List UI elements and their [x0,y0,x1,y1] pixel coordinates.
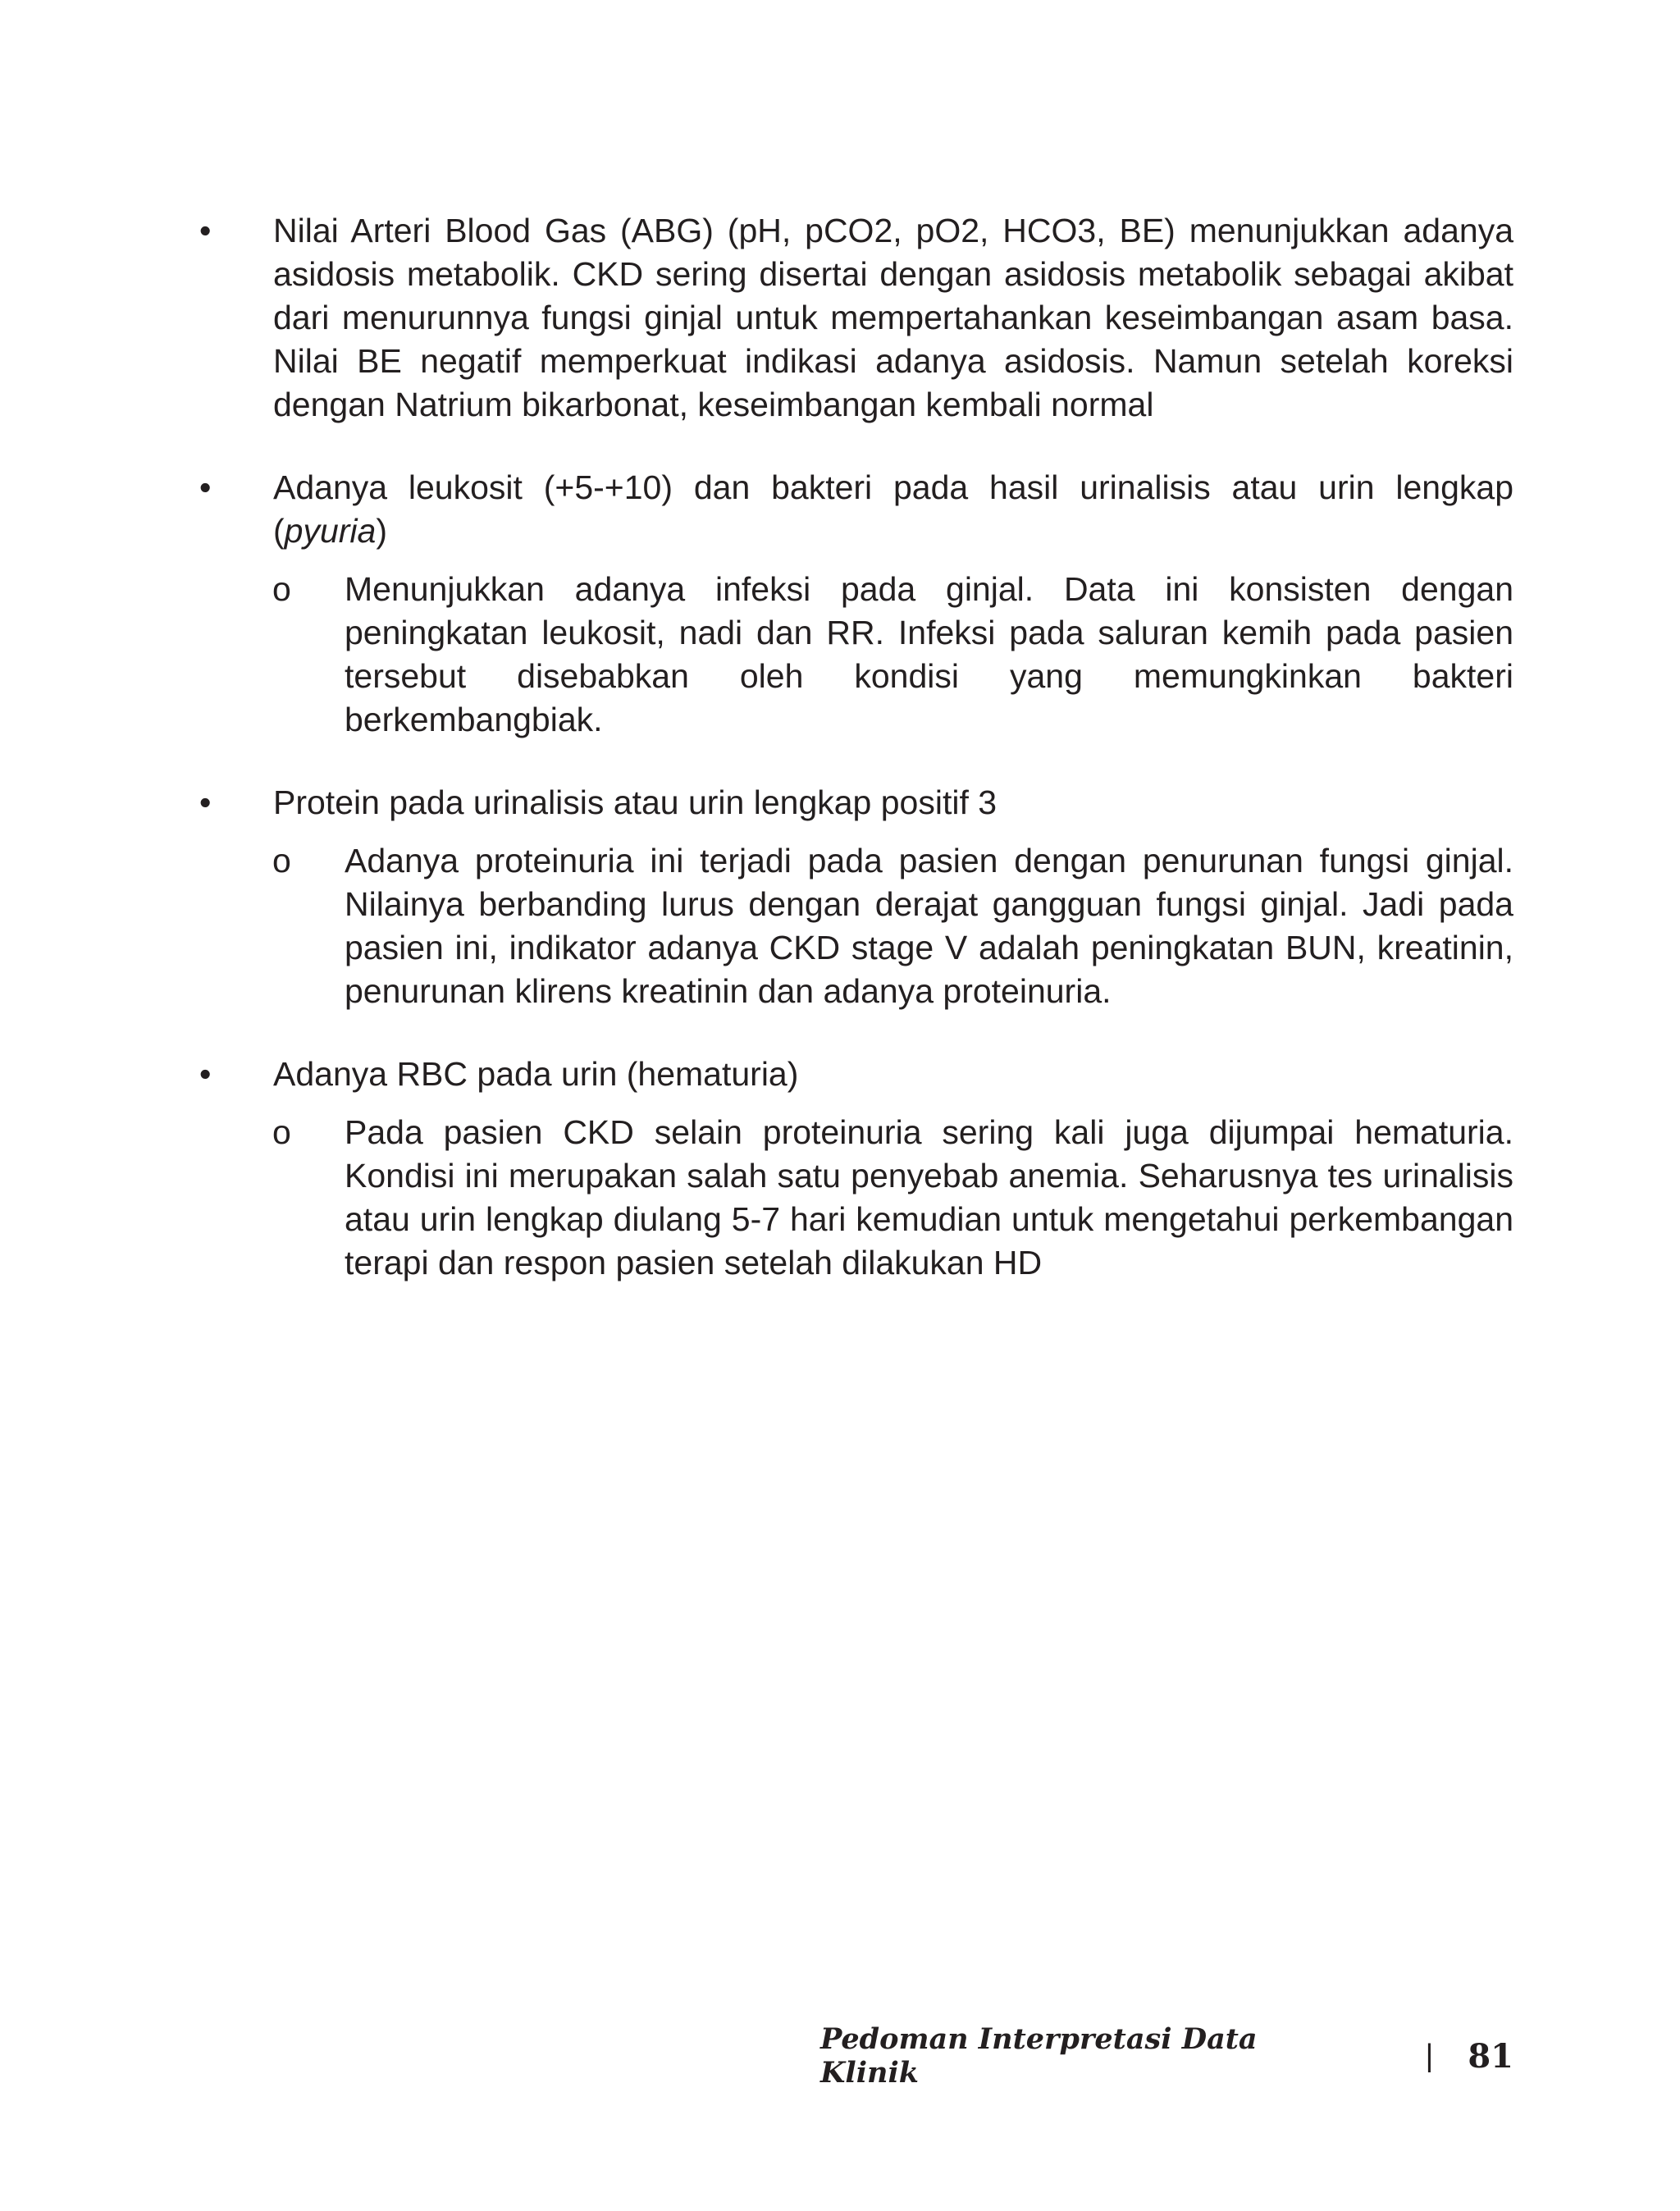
list-item-text [273,468,1513,550]
sub-item-text: Pada pasien CKD selain proteinuria sering kali juga dijumpai hematuria. Kondisi ini merupakan salah satu penyebab anemia. Seharusnya tes urinalisis atau urin lengkap diulang 5-7 hari kemudian untuk mengetahui perkembangan terapi dan respon pasien setelah dilakukan HD [345,1113,1513,1281]
footer-book-title: Pedoman Interpretasi Data Klinik [820,2022,1258,2090]
bullet-marker: • [199,468,212,506]
sub-item-proteinuria [267,839,1513,1013]
list-item-text-italic: pyuria [284,512,377,550]
sub-item-hematuria [267,1111,1513,1285]
page-number: 81 [1468,2036,1513,2076]
list-item-leukosit [199,466,1513,742]
bullet-marker: • [199,1055,212,1093]
sub-item-text: Menunjukkan adanya infeksi pada ginjal. Data ini konsisten dengan peningkatan leukosit, nadi dan RR. Infeksi pada saluran kemih pada pasien tersebut disebabkan oleh kondisi yang memungkinkan bakteri berkembangbiak. [345,570,1513,738]
list-item-text: Protein pada urinalisis atau urin lengkap positif 3 [273,783,998,821]
bullet-marker: • [199,212,212,249]
list-item-protein [199,781,1513,1013]
footer-separator: | [1425,2038,1434,2073]
bullet-marker: • [199,783,212,821]
list-item-text: Nilai Arteri Blood Gas (ABG) (pH, pCO2, pO2, HCO3, BE) menunjukkan adanya asidosis metabolik. CKD sering disertai dengan asidosis metabolik sebagai akibat dari menurunnya fungsi ginjal untuk mempertahankan keseimbangan asam basa. Nilai BE negatif memperkuat indikasi adanya asidosis. Namun setelah koreksi dengan Natrium bikarbonat, keseimbangan kembali normal [273,212,1513,423]
sub-item-text: Adanya proteinuria ini terjadi pada pasien dengan penurunan fungsi ginjal. Nilainya berbanding lurus dengan derajat gangguan fungsi ginjal. Jadi pada pasien ini, indikator adanya CKD stage V adalah peningkatan BUN, kreatinin, penurunan klirens kreatinin dan adanya proteinuria. [345,842,1513,1010]
sub-bullet-marker: o [272,1113,291,1151]
page-footer [820,2022,1513,2090]
sub-bullet-marker: o [272,842,291,879]
document-body [199,209,1513,1285]
list-item-text-main: Adanya leukosit (+5-+10) dan bakteri pada hasil urinalisis atau urin lengkap ( [273,468,1513,550]
list-item-text-end: ) [376,512,387,550]
list-item-text: Adanya RBC pada urin (hematuria) [273,1055,799,1093]
sub-item-infeksi [267,568,1513,742]
list-item-rbc [199,1053,1513,1285]
list-item-abg [199,209,1513,427]
sub-bullet-marker: o [272,570,291,608]
